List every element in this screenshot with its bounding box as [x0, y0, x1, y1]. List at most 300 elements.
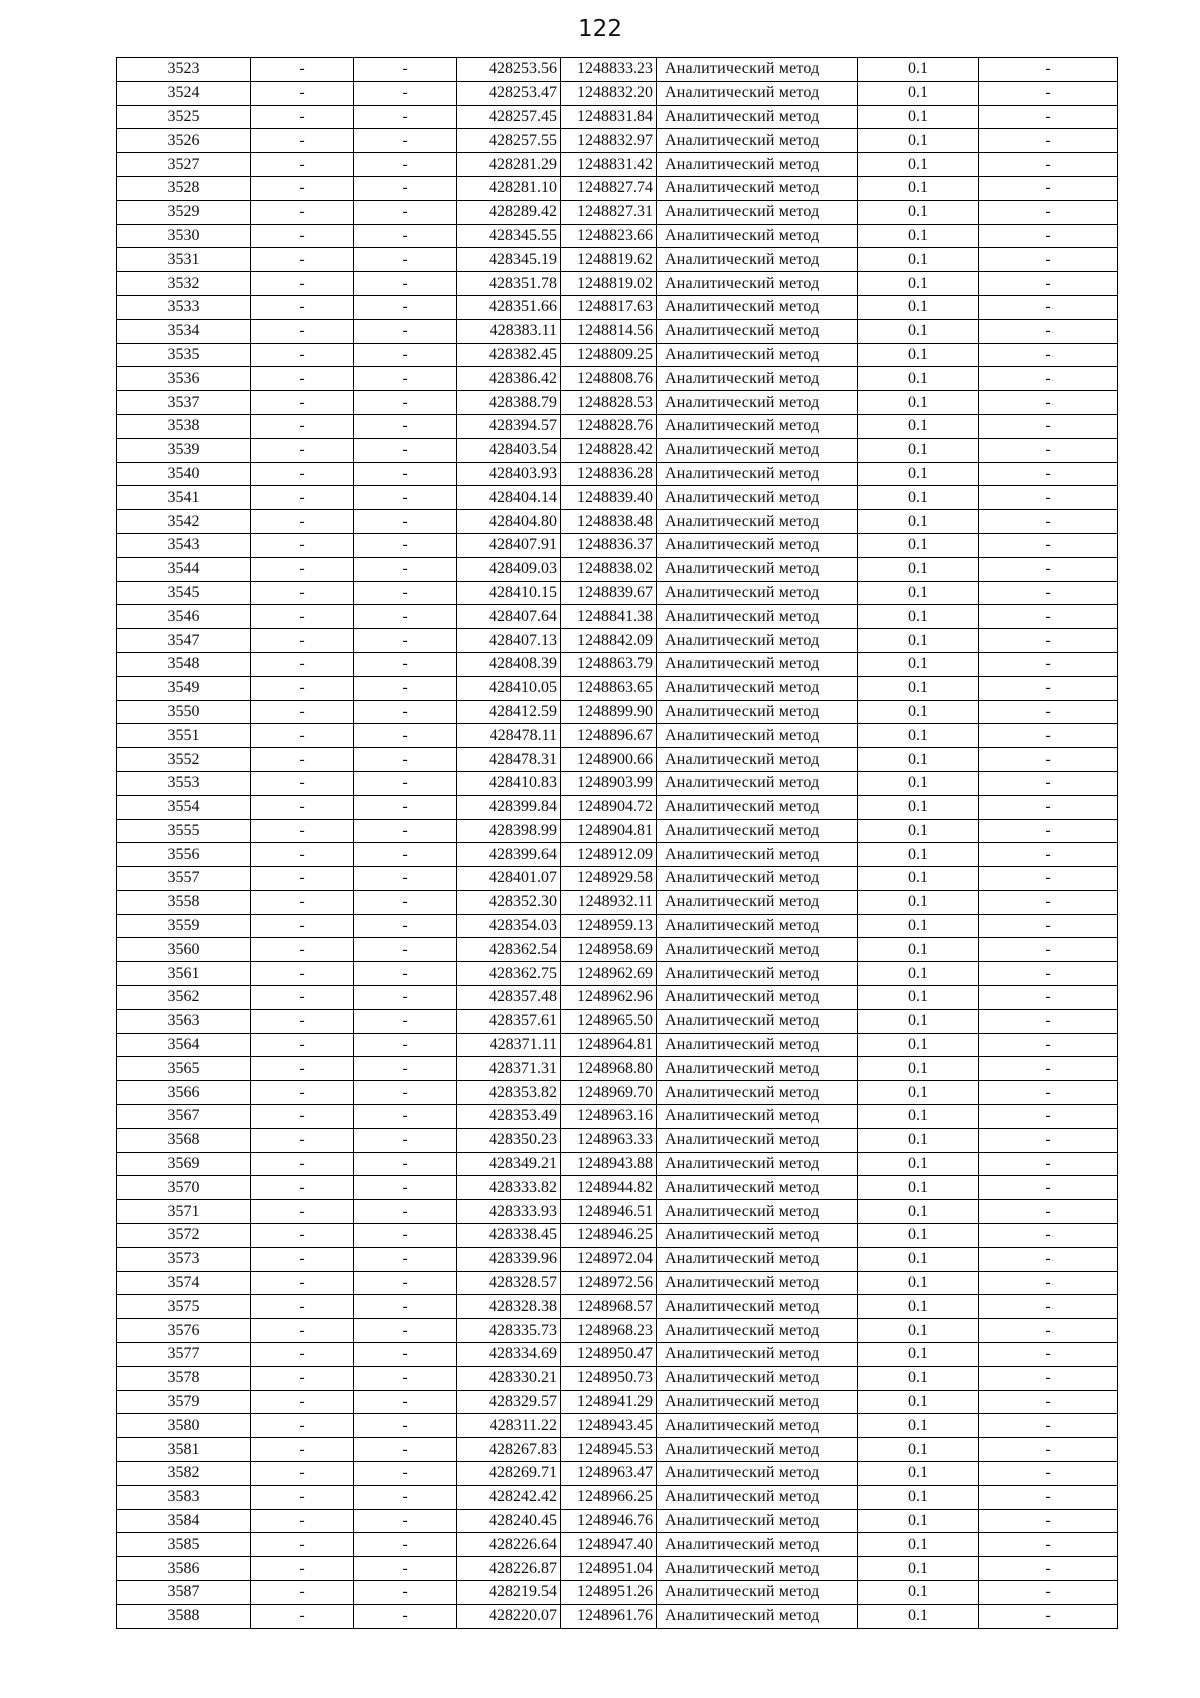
method-cell: Аналитический метод [657, 1604, 858, 1628]
x-coordinate-cell: 428328.38 [457, 1295, 561, 1319]
method-cell: Аналитический метод [657, 248, 858, 272]
y-coordinate-cell: 1248961.76 [561, 1604, 657, 1628]
y-coordinate-cell: 1248963.47 [561, 1462, 657, 1486]
accuracy-cell: 0.1 [858, 319, 979, 343]
method-cell: Аналитический метод [657, 1200, 858, 1224]
table-row [117, 58, 1118, 82]
empty-cell-2: - [354, 1533, 457, 1557]
point-number-cell: 3559 [117, 914, 251, 938]
empty-cell-2: - [354, 153, 457, 177]
empty-cell-3: - [979, 391, 1118, 415]
empty-cell-3: - [979, 557, 1118, 581]
y-coordinate-cell: 1248832.20 [561, 81, 657, 105]
empty-cell-2: - [354, 748, 457, 772]
point-number-cell: 3570 [117, 1176, 251, 1200]
empty-cell-1: - [251, 272, 354, 296]
empty-cell-1: - [251, 295, 354, 319]
method-cell: Аналитический метод [657, 843, 858, 867]
empty-cell-2: - [354, 462, 457, 486]
empty-cell-1: - [251, 486, 354, 510]
empty-cell-3: - [979, 605, 1118, 629]
accuracy-cell: 0.1 [858, 557, 979, 581]
method-cell: Аналитический метод [657, 867, 858, 891]
point-number-cell: 3526 [117, 129, 251, 153]
x-coordinate-cell: 428404.14 [457, 486, 561, 510]
empty-cell-1: - [251, 1271, 354, 1295]
x-coordinate-cell: 428386.42 [457, 367, 561, 391]
method-cell: Аналитический метод [657, 1057, 858, 1081]
method-cell: Аналитический метод [657, 1295, 858, 1319]
method-cell: Аналитический метод [657, 724, 858, 748]
empty-cell-2: - [354, 272, 457, 296]
table-row [117, 129, 1118, 153]
accuracy-cell: 0.1 [858, 1009, 979, 1033]
empty-cell-2: - [354, 391, 457, 415]
method-cell: Аналитический метод [657, 1271, 858, 1295]
empty-cell-1: - [251, 391, 354, 415]
empty-cell-2: - [354, 581, 457, 605]
y-coordinate-cell: 1248900.66 [561, 748, 657, 772]
empty-cell-1: - [251, 367, 354, 391]
empty-cell-3: - [979, 1081, 1118, 1105]
y-coordinate-cell: 1248946.76 [561, 1509, 657, 1533]
method-cell: Аналитический метод [657, 438, 858, 462]
method-cell: Аналитический метод [657, 319, 858, 343]
y-coordinate-cell: 1248831.42 [561, 153, 657, 177]
y-coordinate-cell: 1248945.53 [561, 1438, 657, 1462]
empty-cell-1: - [251, 652, 354, 676]
method-cell: Аналитический метод [657, 1176, 858, 1200]
table-row [117, 1081, 1118, 1105]
method-cell: Аналитический метод [657, 1581, 858, 1605]
table-row [117, 890, 1118, 914]
empty-cell-2: - [354, 843, 457, 867]
y-coordinate-cell: 1248827.31 [561, 200, 657, 224]
x-coordinate-cell: 428269.71 [457, 1462, 561, 1486]
x-coordinate-cell: 428345.55 [457, 224, 561, 248]
accuracy-cell: 0.1 [858, 105, 979, 129]
table-row [117, 510, 1118, 534]
table-row [117, 1152, 1118, 1176]
empty-cell-2: - [354, 676, 457, 700]
empty-cell-2: - [354, 81, 457, 105]
empty-cell-3: - [979, 1057, 1118, 1081]
method-cell: Аналитический метод [657, 367, 858, 391]
empty-cell-2: - [354, 1224, 457, 1248]
method-cell: Аналитический метод [657, 200, 858, 224]
method-cell: Аналитический метод [657, 1319, 858, 1343]
x-coordinate-cell: 428408.39 [457, 652, 561, 676]
table-row [117, 105, 1118, 129]
empty-cell-1: - [251, 200, 354, 224]
accuracy-cell: 0.1 [858, 1343, 979, 1367]
point-number-cell: 3561 [117, 962, 251, 986]
empty-cell-1: - [251, 224, 354, 248]
point-number-cell: 3543 [117, 533, 251, 557]
empty-cell-3: - [979, 462, 1118, 486]
accuracy-cell: 0.1 [858, 1414, 979, 1438]
x-coordinate-cell: 428403.54 [457, 438, 561, 462]
accuracy-cell: 0.1 [858, 1247, 979, 1271]
y-coordinate-cell: 1248958.69 [561, 938, 657, 962]
table-row [117, 938, 1118, 962]
point-number-cell: 3584 [117, 1509, 251, 1533]
empty-cell-1: - [251, 795, 354, 819]
empty-cell-3: - [979, 1414, 1118, 1438]
point-number-cell: 3529 [117, 200, 251, 224]
coordinates-table [116, 57, 1118, 1629]
point-number-cell: 3546 [117, 605, 251, 629]
x-coordinate-cell: 428281.10 [457, 176, 561, 200]
table-row [117, 1604, 1118, 1628]
table-row [117, 843, 1118, 867]
point-number-cell: 3587 [117, 1581, 251, 1605]
empty-cell-3: - [979, 724, 1118, 748]
empty-cell-3: - [979, 1533, 1118, 1557]
point-number-cell: 3540 [117, 462, 251, 486]
x-coordinate-cell: 428240.45 [457, 1509, 561, 1533]
y-coordinate-cell: 1248828.76 [561, 414, 657, 438]
y-coordinate-cell: 1248950.47 [561, 1343, 657, 1367]
empty-cell-3: - [979, 176, 1118, 200]
y-coordinate-cell: 1248896.67 [561, 724, 657, 748]
empty-cell-2: - [354, 319, 457, 343]
empty-cell-3: - [979, 533, 1118, 557]
y-coordinate-cell: 1248912.09 [561, 843, 657, 867]
method-cell: Аналитический метод [657, 1105, 858, 1129]
empty-cell-2: - [354, 1105, 457, 1129]
empty-cell-1: - [251, 629, 354, 653]
x-coordinate-cell: 428267.83 [457, 1438, 561, 1462]
point-number-cell: 3538 [117, 414, 251, 438]
table-row [117, 200, 1118, 224]
point-number-cell: 3557 [117, 867, 251, 891]
y-coordinate-cell: 1248817.63 [561, 295, 657, 319]
empty-cell-2: - [354, 1390, 457, 1414]
empty-cell-1: - [251, 1581, 354, 1605]
x-coordinate-cell: 428330.21 [457, 1366, 561, 1390]
accuracy-cell: 0.1 [858, 153, 979, 177]
table-row [117, 700, 1118, 724]
point-number-cell: 3551 [117, 724, 251, 748]
method-cell: Аналитический метод [657, 81, 858, 105]
empty-cell-1: - [251, 1343, 354, 1367]
empty-cell-1: - [251, 1176, 354, 1200]
x-coordinate-cell: 428399.64 [457, 843, 561, 867]
x-coordinate-cell: 428382.45 [457, 343, 561, 367]
accuracy-cell: 0.1 [858, 176, 979, 200]
x-coordinate-cell: 428281.29 [457, 153, 561, 177]
method-cell: Аналитический метод [657, 1533, 858, 1557]
empty-cell-3: - [979, 438, 1118, 462]
x-coordinate-cell: 428220.07 [457, 1604, 561, 1628]
table-row [117, 438, 1118, 462]
method-cell: Аналитический метод [657, 676, 858, 700]
y-coordinate-cell: 1248819.02 [561, 272, 657, 296]
point-number-cell: 3573 [117, 1247, 251, 1271]
y-coordinate-cell: 1248947.40 [561, 1533, 657, 1557]
page-number: 122 [578, 16, 622, 42]
method-cell: Аналитический метод [657, 914, 858, 938]
empty-cell-1: - [251, 605, 354, 629]
point-number-cell: 3523 [117, 58, 251, 82]
x-coordinate-cell: 428328.57 [457, 1271, 561, 1295]
y-coordinate-cell: 1248863.79 [561, 652, 657, 676]
point-number-cell: 3553 [117, 771, 251, 795]
empty-cell-2: - [354, 795, 457, 819]
accuracy-cell: 0.1 [858, 58, 979, 82]
accuracy-cell: 0.1 [858, 295, 979, 319]
x-coordinate-cell: 428401.07 [457, 867, 561, 891]
y-coordinate-cell: 1248819.62 [561, 248, 657, 272]
empty-cell-2: - [354, 652, 457, 676]
empty-cell-3: - [979, 1200, 1118, 1224]
method-cell: Аналитический метод [657, 510, 858, 534]
empty-cell-1: - [251, 343, 354, 367]
empty-cell-2: - [354, 414, 457, 438]
y-coordinate-cell: 1248827.74 [561, 176, 657, 200]
empty-cell-1: - [251, 248, 354, 272]
table-row [117, 581, 1118, 605]
point-number-cell: 3586 [117, 1557, 251, 1581]
empty-cell-2: - [354, 248, 457, 272]
x-coordinate-cell: 428350.23 [457, 1128, 561, 1152]
table-row [117, 652, 1118, 676]
table-body [117, 58, 1118, 1629]
method-cell: Аналитический метод [657, 1152, 858, 1176]
empty-cell-1: - [251, 1366, 354, 1390]
accuracy-cell: 0.1 [858, 1105, 979, 1129]
empty-cell-2: - [354, 1581, 457, 1605]
x-coordinate-cell: 428219.54 [457, 1581, 561, 1605]
accuracy-cell: 0.1 [858, 748, 979, 772]
empty-cell-2: - [354, 533, 457, 557]
accuracy-cell: 0.1 [858, 771, 979, 795]
table-row [117, 414, 1118, 438]
y-coordinate-cell: 1248964.81 [561, 1033, 657, 1057]
empty-cell-2: - [354, 295, 457, 319]
table-row [117, 295, 1118, 319]
y-coordinate-cell: 1248963.16 [561, 1105, 657, 1129]
empty-cell-3: - [979, 1581, 1118, 1605]
empty-cell-3: - [979, 129, 1118, 153]
accuracy-cell: 0.1 [858, 1581, 979, 1605]
empty-cell-3: - [979, 81, 1118, 105]
empty-cell-2: - [354, 914, 457, 938]
accuracy-cell: 0.1 [858, 795, 979, 819]
empty-cell-1: - [251, 1105, 354, 1129]
method-cell: Аналитический метод [657, 557, 858, 581]
y-coordinate-cell: 1248903.99 [561, 771, 657, 795]
table-row [117, 272, 1118, 296]
x-coordinate-cell: 428383.11 [457, 319, 561, 343]
table-row [117, 724, 1118, 748]
empty-cell-3: - [979, 224, 1118, 248]
accuracy-cell: 0.1 [858, 438, 979, 462]
method-cell: Аналитический метод [657, 272, 858, 296]
x-coordinate-cell: 428410.15 [457, 581, 561, 605]
x-coordinate-cell: 428362.54 [457, 938, 561, 962]
y-coordinate-cell: 1248836.37 [561, 533, 657, 557]
accuracy-cell: 0.1 [858, 1200, 979, 1224]
empty-cell-1: - [251, 153, 354, 177]
empty-cell-3: - [979, 1319, 1118, 1343]
empty-cell-1: - [251, 438, 354, 462]
empty-cell-2: - [354, 129, 457, 153]
empty-cell-2: - [354, 1200, 457, 1224]
method-cell: Аналитический метод [657, 700, 858, 724]
accuracy-cell: 0.1 [858, 129, 979, 153]
empty-cell-1: - [251, 1509, 354, 1533]
empty-cell-3: - [979, 414, 1118, 438]
empty-cell-1: - [251, 414, 354, 438]
y-coordinate-cell: 1248968.57 [561, 1295, 657, 1319]
empty-cell-1: - [251, 58, 354, 82]
empty-cell-2: - [354, 605, 457, 629]
empty-cell-2: - [354, 724, 457, 748]
method-cell: Аналитический метод [657, 771, 858, 795]
table-row [117, 1509, 1118, 1533]
empty-cell-1: - [251, 1319, 354, 1343]
accuracy-cell: 0.1 [858, 1081, 979, 1105]
method-cell: Аналитический метод [657, 486, 858, 510]
point-number-cell: 3534 [117, 319, 251, 343]
table-row [117, 557, 1118, 581]
y-coordinate-cell: 1248838.48 [561, 510, 657, 534]
table-row [117, 1390, 1118, 1414]
method-cell: Аналитический метод [657, 1462, 858, 1486]
y-coordinate-cell: 1248808.76 [561, 367, 657, 391]
point-number-cell: 3582 [117, 1462, 251, 1486]
y-coordinate-cell: 1248951.26 [561, 1581, 657, 1605]
empty-cell-3: - [979, 843, 1118, 867]
y-coordinate-cell: 1248965.50 [561, 1009, 657, 1033]
accuracy-cell: 0.1 [858, 200, 979, 224]
method-cell: Аналитический метод [657, 414, 858, 438]
point-number-cell: 3580 [117, 1414, 251, 1438]
x-coordinate-cell: 428354.03 [457, 914, 561, 938]
method-cell: Аналитический метод [657, 986, 858, 1010]
x-coordinate-cell: 428407.91 [457, 533, 561, 557]
accuracy-cell: 0.1 [858, 986, 979, 1010]
method-cell: Аналитический метод [657, 1128, 858, 1152]
method-cell: Аналитический метод [657, 153, 858, 177]
method-cell: Аналитический метод [657, 1247, 858, 1271]
empty-cell-2: - [354, 1557, 457, 1581]
empty-cell-2: - [354, 1295, 457, 1319]
table-row [117, 748, 1118, 772]
empty-cell-2: - [354, 367, 457, 391]
method-cell: Аналитический метод [657, 1390, 858, 1414]
point-number-cell: 3535 [117, 343, 251, 367]
empty-cell-3: - [979, 938, 1118, 962]
accuracy-cell: 0.1 [858, 248, 979, 272]
point-number-cell: 3565 [117, 1057, 251, 1081]
y-coordinate-cell: 1248963.33 [561, 1128, 657, 1152]
point-number-cell: 3555 [117, 819, 251, 843]
y-coordinate-cell: 1248941.29 [561, 1390, 657, 1414]
x-coordinate-cell: 428352.30 [457, 890, 561, 914]
x-coordinate-cell: 428412.59 [457, 700, 561, 724]
method-cell: Аналитический метод [657, 1366, 858, 1390]
empty-cell-2: - [354, 962, 457, 986]
accuracy-cell: 0.1 [858, 1462, 979, 1486]
empty-cell-1: - [251, 1247, 354, 1271]
empty-cell-3: - [979, 629, 1118, 653]
table-row [117, 1247, 1118, 1271]
table-row [117, 533, 1118, 557]
accuracy-cell: 0.1 [858, 272, 979, 296]
accuracy-cell: 0.1 [858, 1295, 979, 1319]
empty-cell-2: - [354, 938, 457, 962]
empty-cell-1: - [251, 1081, 354, 1105]
empty-cell-2: - [354, 176, 457, 200]
accuracy-cell: 0.1 [858, 1557, 979, 1581]
empty-cell-2: - [354, 1152, 457, 1176]
method-cell: Аналитический метод [657, 295, 858, 319]
table-row [117, 771, 1118, 795]
table-row [117, 343, 1118, 367]
accuracy-cell: 0.1 [858, 1033, 979, 1057]
empty-cell-2: - [354, 1033, 457, 1057]
point-number-cell: 3552 [117, 748, 251, 772]
empty-cell-3: - [979, 1462, 1118, 1486]
table-row [117, 605, 1118, 629]
method-cell: Аналитический метод [657, 224, 858, 248]
table-row [117, 1438, 1118, 1462]
empty-cell-1: - [251, 1462, 354, 1486]
empty-cell-3: - [979, 1343, 1118, 1367]
empty-cell-2: - [354, 58, 457, 82]
accuracy-cell: 0.1 [858, 652, 979, 676]
y-coordinate-cell: 1248951.04 [561, 1557, 657, 1581]
method-cell: Аналитический метод [657, 1438, 858, 1462]
x-coordinate-cell: 428394.57 [457, 414, 561, 438]
table-row [117, 248, 1118, 272]
y-coordinate-cell: 1248814.56 [561, 319, 657, 343]
accuracy-cell: 0.1 [858, 676, 979, 700]
empty-cell-3: - [979, 1105, 1118, 1129]
y-coordinate-cell: 1248809.25 [561, 343, 657, 367]
accuracy-cell: 0.1 [858, 581, 979, 605]
empty-cell-1: - [251, 748, 354, 772]
method-cell: Аналитический метод [657, 1081, 858, 1105]
table-row [117, 367, 1118, 391]
x-coordinate-cell: 428338.45 [457, 1224, 561, 1248]
empty-cell-3: - [979, 200, 1118, 224]
empty-cell-1: - [251, 819, 354, 843]
x-coordinate-cell: 428289.42 [457, 200, 561, 224]
accuracy-cell: 0.1 [858, 462, 979, 486]
accuracy-cell: 0.1 [858, 391, 979, 415]
accuracy-cell: 0.1 [858, 914, 979, 938]
x-coordinate-cell: 428311.22 [457, 1414, 561, 1438]
y-coordinate-cell: 1248946.25 [561, 1224, 657, 1248]
table-row [117, 986, 1118, 1010]
empty-cell-3: - [979, 295, 1118, 319]
point-number-cell: 3532 [117, 272, 251, 296]
empty-cell-2: - [354, 771, 457, 795]
empty-cell-3: - [979, 1295, 1118, 1319]
accuracy-cell: 0.1 [858, 1271, 979, 1295]
y-coordinate-cell: 1248972.56 [561, 1271, 657, 1295]
accuracy-cell: 0.1 [858, 1485, 979, 1509]
accuracy-cell: 0.1 [858, 1176, 979, 1200]
x-coordinate-cell: 428362.75 [457, 962, 561, 986]
method-cell: Аналитический метод [657, 1414, 858, 1438]
y-coordinate-cell: 1248863.65 [561, 676, 657, 700]
y-coordinate-cell: 1248944.82 [561, 1176, 657, 1200]
